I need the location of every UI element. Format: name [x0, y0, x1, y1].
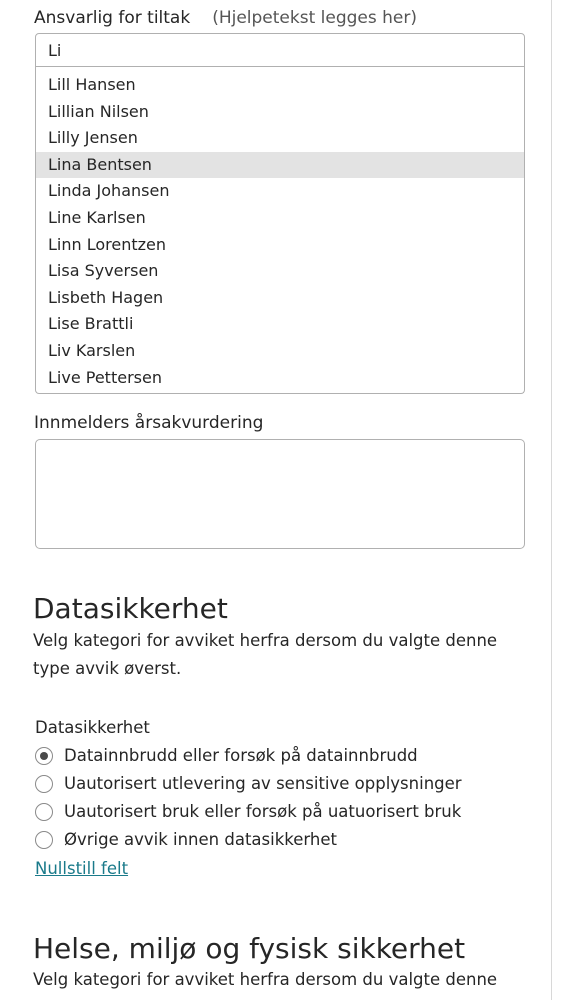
- responsible-option[interactable]: Linda Johansen: [48, 181, 170, 201]
- responsible-option[interactable]: Lise Brattli: [48, 314, 134, 334]
- radio-button[interactable]: [35, 747, 53, 765]
- responsible-option[interactable]: Live Pettersen: [48, 367, 162, 387]
- radio-selected-dot: [40, 752, 48, 760]
- radio-option-label: Uautorisert bruk eller forsøk på uatuorisert bruk: [64, 802, 462, 821]
- hse-heading: Helse, miljø og fysisk sikkerhet: [33, 932, 466, 965]
- radio-button[interactable]: [35, 775, 53, 793]
- responsible-field-help-text: (Hjelpetekst legges her): [212, 8, 417, 28]
- responsible-options-listbox: [35, 67, 525, 394]
- data-security-description: Velg kategori for avviket herfra dersom du valgte denne type avvik øverst.: [33, 631, 498, 678]
- responsible-option[interactable]: Linn Lorentzen: [48, 234, 167, 254]
- data-security-radio-option[interactable]: [35, 742, 418, 770]
- responsible-option[interactable]: Lisa Syversen: [48, 261, 159, 281]
- reset-field-link[interactable]: Nullstill felt: [35, 859, 129, 878]
- responsible-option[interactable]: Lilly Jensen: [48, 128, 138, 148]
- responsible-option[interactable]: Lillian Nilsen: [48, 101, 149, 121]
- responsible-field-label: Ansvarlig for tiltak: [34, 8, 191, 28]
- responsible-field-label-row: [34, 6, 417, 30]
- radio-button[interactable]: [35, 831, 53, 849]
- responsible-option[interactable]: Liv Karslen: [48, 340, 136, 360]
- responsible-option[interactable]: Lisbeth Hagen: [48, 287, 164, 307]
- data-security-radio-option[interactable]: [35, 798, 461, 826]
- data-security-group-label: Datasikkerhet: [35, 718, 150, 737]
- hse-description: Velg kategori for avviket herfra dersom du valgte denne: [33, 970, 498, 989]
- responsible-option[interactable]: Lina Bentsen: [36, 152, 524, 179]
- cause-assessment-label: Innmelders årsakvurdering: [34, 413, 264, 433]
- responsible-search-input[interactable]: [35, 33, 525, 67]
- radio-button[interactable]: [35, 803, 53, 821]
- responsible-option[interactable]: Lill Hansen: [48, 75, 136, 94]
- radio-option-label: Datainnbrudd eller forsøk på datainnbrudd: [64, 746, 418, 765]
- data-security-heading: Datasikkerhet: [33, 592, 228, 625]
- data-security-radio-option[interactable]: [35, 826, 337, 854]
- responsible-option[interactable]: Line Karlsen: [48, 207, 146, 227]
- radio-option-label: Øvrige avvik innen datasikkerhet: [64, 830, 337, 849]
- radio-option-label: Uautorisert utlevering av sensitive opplysninger: [64, 774, 462, 793]
- cause-assessment-textarea[interactable]: [35, 439, 525, 549]
- page-border: [551, 0, 552, 1000]
- data-security-radio-option[interactable]: [35, 770, 462, 798]
